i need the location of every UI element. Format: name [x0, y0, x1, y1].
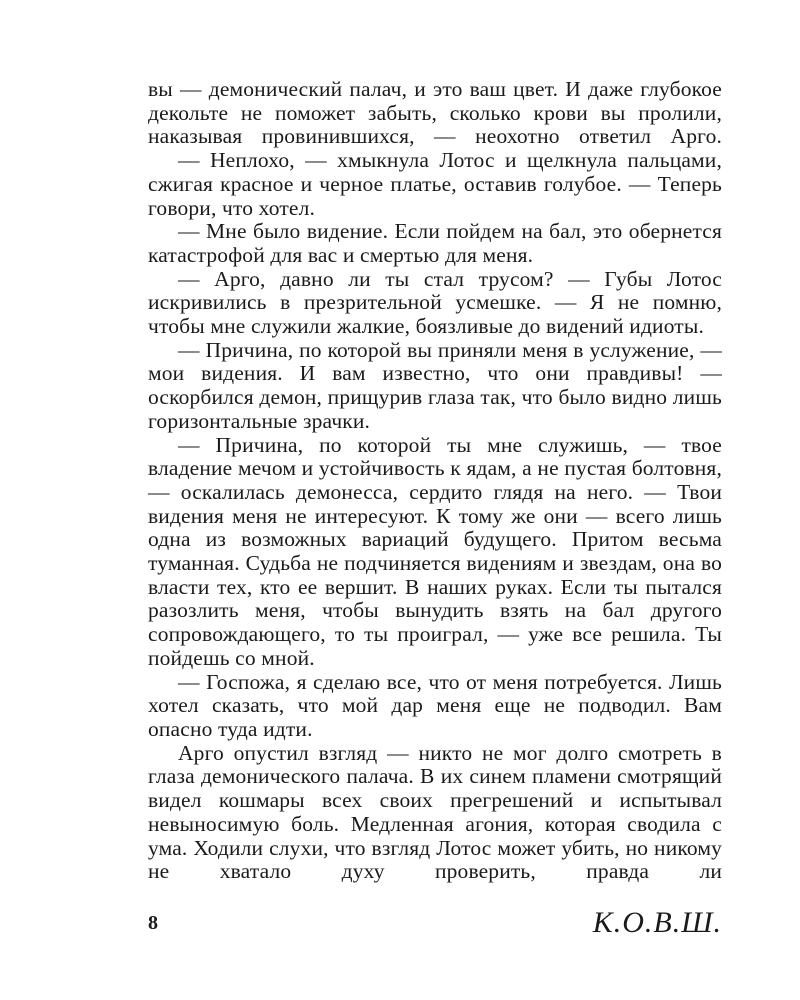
- paragraph: — Госпожа, я сделаю все, что от меня потребуется. Лишь хотел сказать, что мой дар меня еще не подводил. Вам опасно туда идти.: [148, 669, 722, 741]
- paragraph: — Причина, по которой вы приняли меня в услужение, — мои видения. И вам известно, что они правдивы! — оскорбился демон, прищурив глаза так, что было видно лишь горизонтальные зрачки.: [148, 337, 722, 433]
- paragraph: Арго опустил взгляд — никто не мог долго смотреть в глаза демонического палача. В их синем пламени смотрящий видел кошмары всех своих прегрешений и испытывал невыносимую боль. Медленная агония, которая сводила с ума. Ходили слухи, что взгляд Лотос может убить, но никому не хватало духу проверить, правда ли: [148, 740, 722, 884]
- paragraph: — Мне было видение. Если пойдем на бал, это обернется катастрофой для вас и смертью для меня.: [148, 219, 722, 267]
- page-footer: [148, 906, 722, 946]
- page-number: 8: [148, 912, 158, 934]
- paragraph: вы — демонический палач, и это ваш цвет. И даже глубокое декольте не поможет забыть, сколько крови вы пролили, наказывая провинившихся, — неохотно ответил Арго.: [148, 77, 722, 149]
- paragraph: — Неплохо, — хмыкнула Лотос и щелкнула пальцами, сжигая красное и черное платье, оставив голубое. — Теперь говори, что хотел.: [148, 148, 722, 220]
- paragraph: — Причина, по которой ты мне служишь, — твое владение мечом и устойчивость к ядам, а не пустая болтовня, — оскалилась демонесса, сердито глядя на него. — Твои видения меня не интересуют. К тому же они — всего лишь одна из возможных вариаций будущего. Притом весьма туманная. Судьба не подчиняется видениям и звездам, она во власти тех, кто ее вершит. В наших руках. Если ты пытался разозлить меня, чтобы вынудить взять на бал другого сопровождающего, то ты проиграл, — уже все решила. Ты пойдешь со мной.: [148, 432, 722, 670]
- paragraph: — Арго, давно ли ты стал трусом? — Губы Лотос искривились в презрительной усмешке. — Я не помню, чтобы мне служили жалкие, боязливые до видений идиоты.: [148, 266, 722, 339]
- body-text: [148, 78, 722, 884]
- running-title: К.О.В.Ш.: [592, 906, 722, 939]
- page-body: [148, 78, 722, 884]
